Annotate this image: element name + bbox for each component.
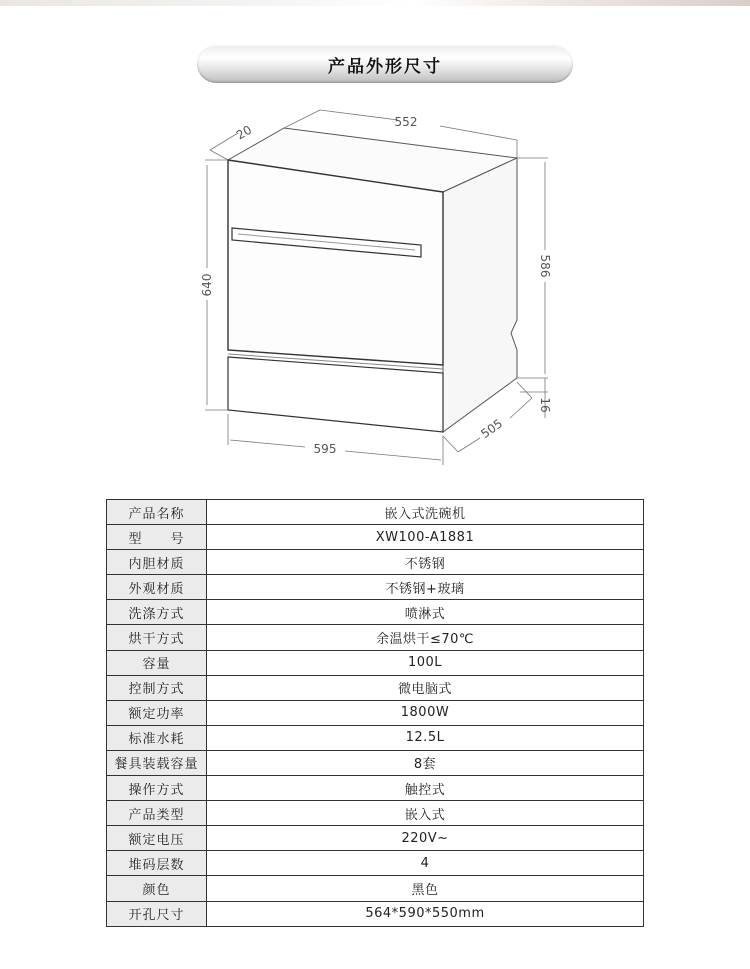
spec-row [107,826,644,851]
spec-value: 4 [207,851,644,876]
spec-row [107,851,644,876]
spec-value: 100L [207,650,644,675]
spec-row [107,550,644,575]
spec-label: 容量 [107,650,207,675]
dim-total-height: 640 [200,273,214,297]
spec-value: 12.5L [207,725,644,750]
spec-row [107,575,644,600]
spec-row [107,625,644,650]
spec-label: 额定电压 [107,826,207,851]
cabinet-side-face [443,158,517,432]
spec-value: 564*590*550mm [207,901,644,926]
spec-label: 产品类型 [107,801,207,826]
spec-row [107,725,644,750]
spec-label: 洗涤方式 [107,600,207,625]
kick-plate [228,357,443,432]
dishwasher-dimension-drawing [0,100,750,470]
spec-value: XW100-A1881 [207,525,644,550]
spec-value: 220V~ [207,826,644,851]
top-banner-strip [0,0,750,6]
spec-label: 堆码层数 [107,851,207,876]
spec-value: 嵌入式 [207,801,644,826]
spec-table [106,499,644,927]
dim-plinth: 16 [538,397,552,413]
spec-value: 1800W [207,700,644,725]
spec-row [107,500,644,525]
spec-value: 触控式 [207,776,644,801]
spec-label: 标准水耗 [107,725,207,750]
door-panel [228,160,443,365]
spec-label: 烘干方式 [107,625,207,650]
spec-value: 嵌入式洗碗机 [207,500,644,525]
spec-row [107,901,644,926]
spec-row [107,700,644,725]
dim-bottom-depth: 505 [478,416,506,442]
dim-bottom-width: 595 [313,442,337,456]
section-title-banner [197,45,573,83]
spec-value: 余温烘干≤70℃ [207,625,644,650]
spec-value: 微电脑式 [207,675,644,700]
section-title: 产品外形尺寸 [328,56,442,77]
spec-value: 不锈钢+玻璃 [207,575,644,600]
spec-row [107,876,644,901]
spec-value: 8套 [207,750,644,775]
spec-label: 额定功率 [107,700,207,725]
spec-label: 颜色 [107,876,207,901]
spec-value: 不锈钢 [207,550,644,575]
spec-row [107,776,644,801]
spec-row [107,675,644,700]
spec-label: 操作方式 [107,776,207,801]
spec-label: 产品名称 [107,500,207,525]
spec-value: 喷淋式 [207,600,644,625]
spec-row [107,801,644,826]
spec-label: 控制方式 [107,675,207,700]
dim-top-width: 552 [394,115,418,129]
spec-label: 内胆材质 [107,550,207,575]
spec-label: 餐具装载容量 [107,750,207,775]
spec-label: 外观材质 [107,575,207,600]
dim-side-height: 586 [538,254,552,278]
dim-depth-offset: 20 [233,122,255,143]
spec-row [107,750,644,775]
spec-label: 开孔尺寸 [107,901,207,926]
spec-label: 型 号 [107,525,207,550]
spec-row [107,650,644,675]
spec-row [107,600,644,625]
spec-row [107,525,644,550]
spec-value: 黑色 [207,876,644,901]
